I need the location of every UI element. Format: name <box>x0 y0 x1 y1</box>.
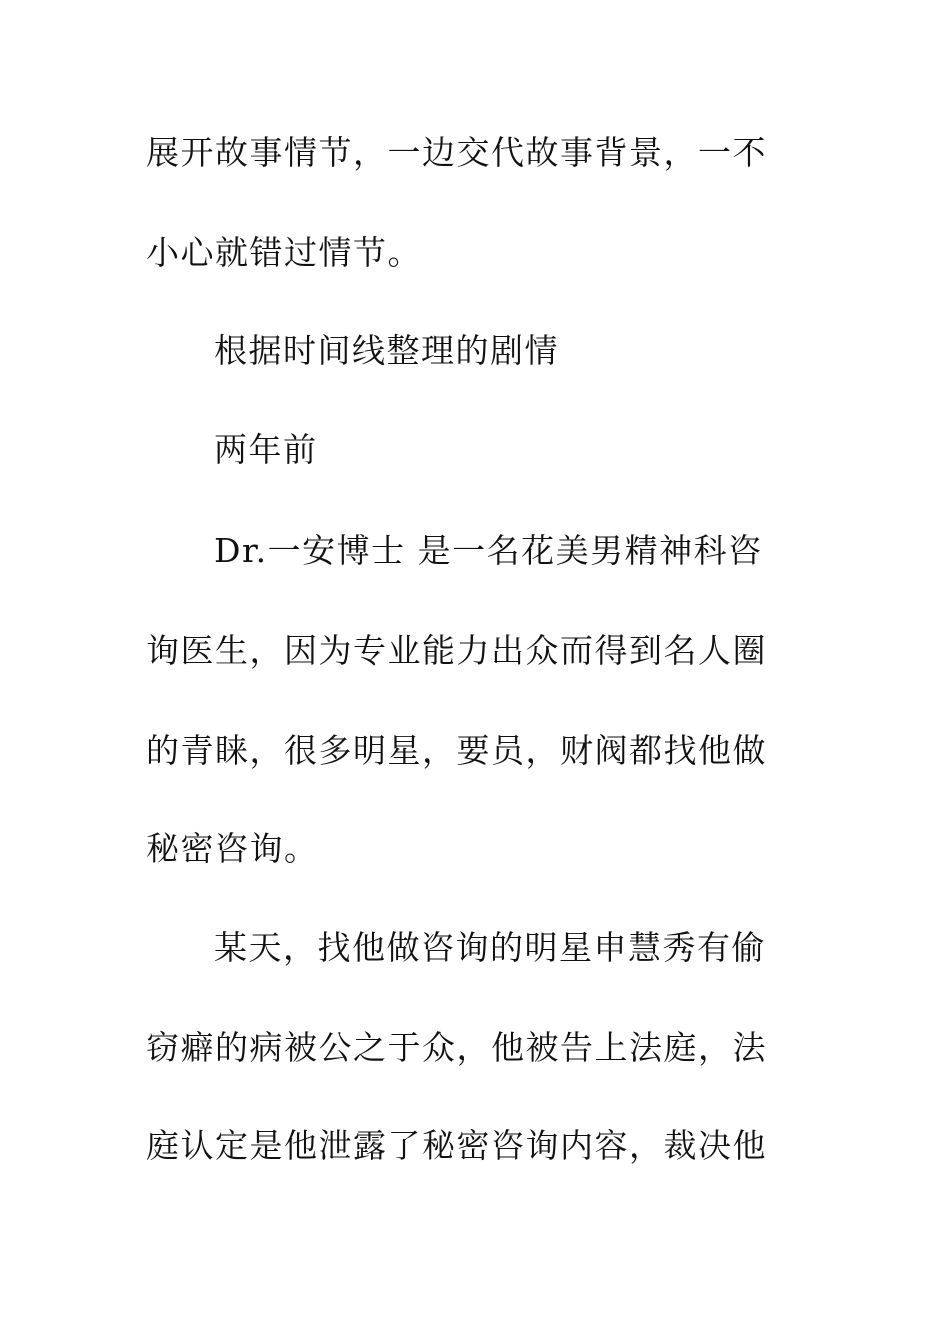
paragraph-line: 小心就错过情节。 <box>146 233 422 272</box>
paragraph-line: 庭认定是他泄露了秘密咨询内容，裁决他 <box>146 1126 767 1165</box>
section-heading: 根据时间线整理的剧情 <box>214 331 559 370</box>
paragraph-line: 的青睐，很多明星，要员，财阀都找他做 <box>146 731 767 770</box>
paragraph-line: 展开故事情节，一边交代故事背景，一不 <box>146 133 767 172</box>
paragraph-line: Dr.一安博士 是一名花美男精神科咨 <box>214 531 763 570</box>
paragraph-line: 某天，找他做咨询的明星申慧秀有偷 <box>214 928 766 967</box>
subheading: 两年前 <box>214 430 318 469</box>
paragraph-line: 秘密咨询。 <box>146 829 319 868</box>
paragraph-line: 询医生，因为专业能力出众而得到名人圈 <box>146 631 767 670</box>
paragraph-line: 窃癖的病被公之于众，他被告上法庭，法 <box>146 1028 767 1067</box>
